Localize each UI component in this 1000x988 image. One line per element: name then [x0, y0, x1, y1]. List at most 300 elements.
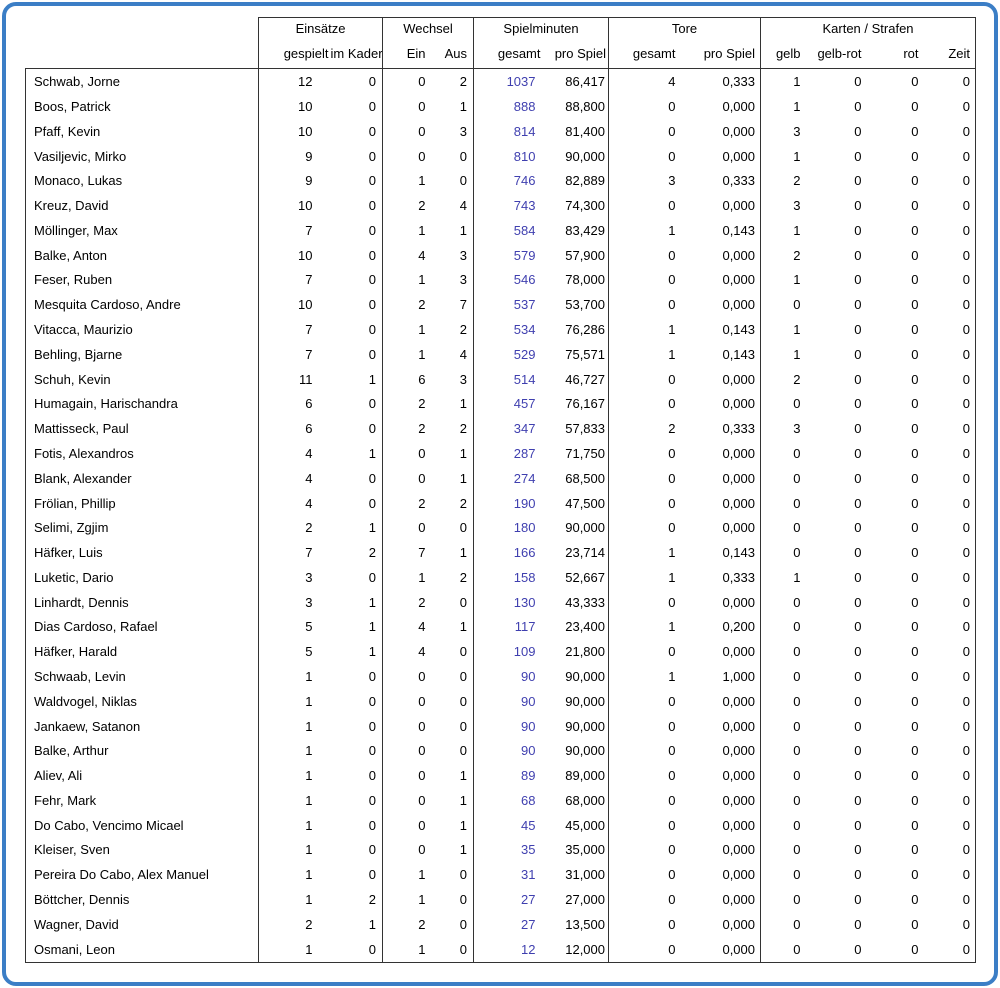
- cell-tore-gesamt: 1: [609, 218, 681, 243]
- cell-tore-gesamt: 1: [609, 342, 681, 367]
- cell-strafen-zeit: 0: [923, 342, 976, 367]
- cell-minuten-gesamt: 287: [474, 441, 544, 466]
- cell-karten-rot: 0: [911, 148, 919, 164]
- table-row: [26, 540, 976, 565]
- cell-wechsel-ein: 0: [383, 144, 431, 169]
- cell-im-kader: 1: [368, 916, 376, 932]
- cell-karten-rot: 0: [911, 743, 919, 759]
- table-row: [26, 639, 976, 664]
- cell-karten-rot: 0: [911, 569, 919, 585]
- cell-tore-gesamt: 0: [609, 515, 681, 540]
- cell-tore-pro-spiel: 0,143: [722, 545, 756, 561]
- cell-karten-gelb-rot: 0: [854, 569, 862, 585]
- cell-karten-gelb: 0: [761, 887, 806, 912]
- cell-karten-rot: 0: [911, 867, 919, 883]
- cell-karten-gelb-rot: 0: [854, 842, 862, 858]
- cell-tore-gesamt: 0: [609, 441, 681, 466]
- cell-tore-pro-spiel: 0,000: [722, 743, 756, 759]
- cell-tore-pro-spiel: 0,000: [722, 817, 756, 833]
- cell-wechsel-aus: 1: [459, 817, 467, 833]
- col-header-rot: rot: [903, 46, 919, 62]
- cell-gespielt: 4: [259, 441, 331, 466]
- cell-minuten-gesamt: 347: [474, 416, 544, 441]
- cell-minuten-pro-spiel: 89,000: [565, 768, 605, 784]
- cell-tore-pro-spiel: 0,000: [722, 297, 756, 313]
- cell-tore-gesamt: 0: [609, 763, 681, 788]
- cell-tore-pro-spiel: 0,000: [681, 937, 761, 963]
- cell-tore-gesamt: 1: [609, 615, 681, 640]
- cell-karten-gelb: 0: [761, 491, 806, 516]
- cell-tore-pro-spiel: 0,000: [722, 272, 756, 288]
- table-row: [26, 441, 976, 466]
- table-row: [26, 738, 976, 763]
- cell-tore-pro-spiel: 0,000: [722, 445, 756, 461]
- table-row: [26, 342, 976, 367]
- cell-im-kader: 0: [368, 718, 376, 734]
- cell-karten-gelb: 1: [761, 342, 806, 367]
- cell-karten-rot: 0: [911, 693, 919, 709]
- cell-wechsel-ein: 0: [383, 664, 431, 689]
- cell-minuten-pro-spiel: 86,417: [544, 69, 609, 95]
- cell-strafen-zeit: 0: [923, 937, 976, 963]
- cell-karten-rot: 0: [911, 495, 919, 511]
- cell-karten-gelb: 0: [761, 292, 806, 317]
- cell-strafen-zeit: 0: [923, 416, 976, 441]
- group-header-spielminuten: Spielminuten: [474, 18, 609, 40]
- table-row: [26, 391, 976, 416]
- cell-gespielt: 7: [259, 218, 331, 243]
- cell-strafen-zeit: 0: [923, 466, 976, 491]
- cell-wechsel-ein: 0: [383, 94, 431, 119]
- cell-minuten-gesamt: 190: [474, 491, 544, 516]
- cell-wechsel-aus: 0: [459, 867, 467, 883]
- cell-minuten-gesamt: 90: [474, 738, 544, 763]
- cell-tore-gesamt: 0: [609, 292, 681, 317]
- cell-player-name: Vasiljevic, Mirko: [26, 144, 259, 169]
- cell-wechsel-aus: 3: [459, 371, 467, 387]
- cell-strafen-zeit: 0: [923, 862, 976, 887]
- cell-gespielt: 1: [259, 664, 331, 689]
- cell-karten-gelb: 0: [761, 763, 806, 788]
- cell-minuten-pro-spiel: 23,400: [565, 619, 605, 635]
- player-stats-body: [26, 69, 976, 963]
- cell-minuten-pro-spiel: 53,700: [565, 297, 605, 313]
- cell-karten-rot: 0: [911, 198, 919, 214]
- cell-im-kader: 0: [368, 346, 376, 362]
- cell-karten-gelb: 0: [761, 738, 806, 763]
- cell-tore-gesamt: 4: [609, 69, 681, 95]
- cell-im-kader: 0: [368, 222, 376, 238]
- cell-tore-gesamt: 1: [609, 317, 681, 342]
- cell-karten-rot: 0: [911, 594, 919, 610]
- cell-karten-rot: 0: [911, 247, 919, 263]
- cell-karten-gelb-rot: 0: [854, 817, 862, 833]
- cell-im-kader: 0: [368, 470, 376, 486]
- cell-gespielt: 10: [259, 193, 331, 218]
- col-header-ein: Ein: [383, 40, 431, 69]
- cell-im-kader: 0: [368, 297, 376, 313]
- cell-gespielt: 3: [259, 565, 331, 590]
- column-header-row: [26, 40, 976, 69]
- cell-tore-pro-spiel: 0,000: [722, 396, 756, 412]
- table-row: [26, 515, 976, 540]
- cell-wechsel-ein: 0: [383, 69, 431, 95]
- cell-wechsel-aus: 7: [459, 297, 467, 313]
- cell-karten-gelb: 0: [761, 788, 806, 813]
- cell-tore-gesamt: 0: [609, 119, 681, 144]
- cell-wechsel-aus: 1: [459, 470, 467, 486]
- cell-im-kader: 0: [368, 693, 376, 709]
- cell-karten-gelb-rot: 0: [854, 520, 862, 536]
- table-row: [26, 466, 976, 491]
- cell-minuten-pro-spiel: 31,000: [565, 867, 605, 883]
- table-row: [26, 268, 976, 293]
- table-row: [26, 367, 976, 392]
- cell-strafen-zeit: 0: [923, 317, 976, 342]
- cell-minuten-pro-spiel: 35,000: [565, 842, 605, 858]
- cell-tore-pro-spiel: 0,000: [722, 718, 756, 734]
- cell-karten-gelb-rot: 0: [806, 937, 866, 963]
- cell-strafen-zeit: 0: [923, 565, 976, 590]
- cell-minuten-gesamt: 109: [474, 639, 544, 664]
- cell-tore-gesamt: 0: [609, 391, 681, 416]
- cell-tore-gesamt: 0: [609, 887, 681, 912]
- cell-minuten-pro-spiel: 57,900: [565, 247, 605, 263]
- cell-tore-pro-spiel: 0,000: [722, 892, 756, 907]
- cell-wechsel-aus: 0: [459, 892, 467, 907]
- cell-tore-pro-spiel: 0,000: [722, 768, 756, 784]
- cell-im-kader: 0: [368, 396, 376, 412]
- cell-tore-pro-spiel: 0,000: [722, 247, 756, 263]
- cell-wechsel-ein: 2: [383, 391, 431, 416]
- cell-karten-gelb: 2: [761, 367, 806, 392]
- cell-karten-rot: 0: [911, 644, 919, 660]
- cell-minuten-pro-spiel: 90,000: [565, 718, 605, 734]
- cell-karten-gelb: 0: [761, 515, 806, 540]
- table-row: [26, 887, 976, 912]
- cell-im-kader: 0: [368, 421, 376, 437]
- cell-karten-gelb-rot: 0: [854, 198, 862, 214]
- cell-minuten-gesamt: 888: [474, 94, 544, 119]
- cell-minuten-pro-spiel: 12,000: [544, 937, 609, 963]
- cell-strafen-zeit: 0: [923, 738, 976, 763]
- cell-karten-rot: 0: [911, 817, 919, 833]
- cell-wechsel-aus: 1: [459, 768, 467, 784]
- cell-karten-gelb: 1: [761, 218, 806, 243]
- cell-karten-rot: 0: [911, 892, 919, 907]
- cell-wechsel-ein: 4: [383, 639, 431, 664]
- cell-im-kader: 2: [368, 892, 376, 907]
- col-header-minuten-gesamt: gesamt: [474, 40, 544, 69]
- cell-karten-gelb: 3: [761, 416, 806, 441]
- cell-gespielt: 9: [259, 168, 331, 193]
- cell-minuten-gesamt: 579: [474, 243, 544, 268]
- table-row: [26, 144, 976, 169]
- cell-karten-rot: 0: [911, 99, 919, 114]
- cell-minuten-gesamt: 274: [474, 466, 544, 491]
- cell-wechsel-aus: 0: [459, 718, 467, 734]
- cell-gespielt: 9: [259, 144, 331, 169]
- cell-minuten-gesamt: 12: [474, 937, 544, 963]
- cell-minuten-pro-spiel: 43,333: [565, 594, 605, 610]
- cell-tore-gesamt: 0: [609, 367, 681, 392]
- col-header-aus: Aus: [444, 46, 467, 62]
- cell-minuten-pro-spiel: 76,167: [565, 396, 605, 412]
- cell-im-kader: 0: [368, 247, 376, 263]
- cell-im-kader: 0: [368, 768, 376, 784]
- cell-player-name: Schuh, Kevin: [26, 367, 259, 392]
- cell-karten-gelb-rot: 0: [854, 297, 862, 313]
- col-header-gelb-rot: gelb-rot: [817, 46, 862, 62]
- cell-wechsel-aus: 0: [459, 594, 467, 610]
- cell-wechsel-aus: 0: [459, 693, 467, 709]
- cell-karten-gelb-rot: 0: [854, 99, 862, 114]
- cell-im-kader: 0: [368, 123, 376, 139]
- cell-tore-pro-spiel: 0,143: [722, 346, 756, 362]
- cell-tore-gesamt: 1: [609, 540, 681, 565]
- cell-wechsel-aus: 2: [459, 495, 467, 511]
- cell-strafen-zeit: 0: [923, 639, 976, 664]
- group-header-karten-strafen: Karten / Strafen: [761, 18, 976, 40]
- cell-wechsel-ein: 6: [383, 367, 431, 392]
- cell-minuten-pro-spiel: 90,000: [565, 743, 605, 759]
- cell-tore-gesamt: 0: [609, 590, 681, 615]
- cell-karten-gelb-rot: 0: [854, 396, 862, 412]
- cell-karten-gelb-rot: 0: [854, 123, 862, 139]
- cell-wechsel-aus: 3: [459, 272, 467, 288]
- cell-tore-pro-spiel: 1,000: [722, 668, 756, 684]
- cell-player-name: Häfker, Harald: [26, 639, 259, 664]
- cell-karten-gelb-rot: 0: [854, 792, 862, 808]
- cell-minuten-pro-spiel: 90,000: [565, 520, 605, 536]
- cell-minuten-pro-spiel: 21,800: [565, 644, 605, 660]
- cell-karten-gelb-rot: 0: [854, 272, 862, 288]
- table-row: [26, 838, 976, 863]
- cell-karten-gelb: 0: [761, 664, 806, 689]
- cell-wechsel-ein: 2: [383, 292, 431, 317]
- cell-im-kader: 1: [368, 644, 376, 660]
- cell-minuten-pro-spiel: 57,833: [565, 421, 605, 437]
- cell-karten-rot: 0: [911, 322, 919, 338]
- cell-minuten-gesamt: 117: [474, 615, 544, 640]
- cell-minuten-pro-spiel: 68,000: [565, 792, 605, 808]
- cell-gespielt: 1: [259, 788, 331, 813]
- cell-strafen-zeit: 0: [923, 193, 976, 218]
- cell-player-name: Kleiser, Sven: [26, 838, 259, 863]
- col-header-tore-pro-spiel: pro Spiel: [703, 46, 756, 62]
- cell-minuten-gesamt: 457: [474, 391, 544, 416]
- cell-wechsel-aus: 1: [459, 445, 467, 461]
- cell-minuten-gesamt: 68: [474, 788, 544, 813]
- cell-player-name: Kreuz, David: [26, 193, 259, 218]
- cell-gespielt: 10: [259, 292, 331, 317]
- cell-karten-gelb: 3: [761, 193, 806, 218]
- cell-wechsel-aus: 3: [459, 123, 467, 139]
- cell-gespielt: 3: [259, 590, 331, 615]
- group-header-tore: Tore: [609, 18, 761, 40]
- cell-gespielt: 1: [259, 738, 331, 763]
- cell-minuten-gesamt: 537: [474, 292, 544, 317]
- cell-im-kader: 0: [368, 817, 376, 833]
- cell-strafen-zeit: 0: [923, 788, 976, 813]
- cell-minuten-pro-spiel: 71,750: [565, 445, 605, 461]
- cell-player-name: Selimi, Zgjim: [26, 515, 259, 540]
- cell-karten-rot: 0: [911, 173, 919, 189]
- cell-karten-gelb-rot: 0: [854, 867, 862, 883]
- col-header-zeit: Zeit: [923, 40, 976, 69]
- cell-tore-pro-spiel: 0,000: [722, 916, 756, 932]
- cell-strafen-zeit: 0: [923, 144, 976, 169]
- cell-karten-gelb: 0: [761, 615, 806, 640]
- cell-player-name: Schwaab, Levin: [26, 664, 259, 689]
- cell-tore-gesamt: 0: [609, 689, 681, 714]
- cell-karten-rot: 0: [911, 346, 919, 362]
- cell-minuten-gesamt: 743: [474, 193, 544, 218]
- cell-player-name: Balke, Anton: [26, 243, 259, 268]
- cell-im-kader: 2: [368, 545, 376, 561]
- cell-strafen-zeit: 0: [923, 441, 976, 466]
- cell-strafen-zeit: 0: [923, 540, 976, 565]
- cell-minuten-pro-spiel: 88,800: [565, 99, 605, 114]
- cell-minuten-pro-spiel: 45,000: [565, 817, 605, 833]
- cell-karten-gelb: 0: [761, 590, 806, 615]
- cell-wechsel-aus: 2: [459, 421, 467, 437]
- table-row: [26, 565, 976, 590]
- cell-player-name: Linhardt, Dennis: [26, 590, 259, 615]
- cell-wechsel-ein: 1: [383, 937, 431, 963]
- cell-strafen-zeit: 0: [923, 590, 976, 615]
- table-row: [26, 416, 976, 441]
- cell-wechsel-aus: 0: [431, 937, 474, 963]
- cell-wechsel-ein: 0: [383, 714, 431, 739]
- cell-karten-gelb-rot: 0: [854, 743, 862, 759]
- cell-gespielt: 4: [259, 491, 331, 516]
- cell-karten-rot: 0: [911, 396, 919, 412]
- cell-im-kader: 0: [368, 198, 376, 214]
- cell-im-kader: 0: [368, 792, 376, 808]
- cell-player-name: Wagner, David: [26, 912, 259, 937]
- cell-karten-gelb-rot: 0: [854, 892, 862, 907]
- cell-wechsel-ein: 0: [383, 466, 431, 491]
- cell-karten-rot: 0: [911, 222, 919, 238]
- cell-player-name: Balke, Arthur: [26, 738, 259, 763]
- cell-tore-pro-spiel: 0,333: [681, 69, 761, 95]
- col-header-minuten-pro-spiel: pro Spiel: [554, 46, 606, 62]
- cell-gespielt: 4: [259, 466, 331, 491]
- cell-strafen-zeit: 0: [923, 838, 976, 863]
- cell-player-name: Waldvogel, Niklas: [26, 689, 259, 714]
- cell-wechsel-ein: 1: [383, 565, 431, 590]
- cell-karten-gelb: 0: [761, 689, 806, 714]
- cell-karten-gelb-rot: 0: [854, 421, 862, 437]
- cell-gespielt: 10: [259, 243, 331, 268]
- cell-wechsel-aus: 1: [459, 545, 467, 561]
- cell-tore-pro-spiel: 0,000: [722, 470, 756, 486]
- cell-player-name: Luketic, Dario: [26, 565, 259, 590]
- cell-strafen-zeit: 0: [923, 763, 976, 788]
- cell-minuten-gesamt: 584: [474, 218, 544, 243]
- cell-karten-gelb: 0: [761, 441, 806, 466]
- cell-tore-gesamt: 0: [609, 466, 681, 491]
- cell-minuten-pro-spiel: 75,571: [565, 346, 605, 362]
- cell-karten-rot: 0: [911, 371, 919, 387]
- cell-karten-gelb-rot: 0: [854, 247, 862, 263]
- cell-gespielt: 1: [259, 763, 331, 788]
- table-row: [26, 714, 976, 739]
- cell-tore-gesamt: 0: [609, 738, 681, 763]
- cell-minuten-pro-spiel: 78,000: [565, 272, 605, 288]
- cell-wechsel-aus: 1: [459, 792, 467, 808]
- table-row: [26, 243, 976, 268]
- cell-karten-gelb: 1: [761, 69, 806, 95]
- cell-wechsel-ein: 1: [383, 862, 431, 887]
- cell-karten-rot: 0: [911, 445, 919, 461]
- cell-strafen-zeit: 0: [923, 912, 976, 937]
- col-header-tore-gesamt: gesamt: [609, 40, 681, 69]
- col-header-im-kader: im Kader: [330, 46, 383, 62]
- cell-tore-pro-spiel: 0,333: [722, 569, 756, 585]
- cell-karten-gelb-rot: 0: [854, 644, 862, 660]
- cell-strafen-zeit: 0: [923, 515, 976, 540]
- cell-karten-rot: 0: [911, 668, 919, 684]
- cell-minuten-pro-spiel: 90,000: [565, 148, 605, 164]
- cell-wechsel-ein: 2: [383, 416, 431, 441]
- table-row: [26, 813, 976, 838]
- cell-player-name: Behling, Bjarne: [26, 342, 259, 367]
- cell-wechsel-ein: 0: [383, 738, 431, 763]
- table-row: [26, 937, 976, 963]
- cell-wechsel-aus: 2: [431, 69, 474, 95]
- cell-im-kader: 0: [331, 69, 383, 95]
- cell-tore-gesamt: 0: [609, 491, 681, 516]
- cell-wechsel-ein: 4: [383, 243, 431, 268]
- cell-minuten-gesamt: 90: [474, 664, 544, 689]
- cell-minuten-gesamt: 180: [474, 515, 544, 540]
- cell-minuten-gesamt: 814: [474, 119, 544, 144]
- table-row: [26, 788, 976, 813]
- cell-player-name: Vitacca, Maurizio: [26, 317, 259, 342]
- cell-minuten-gesamt: 89: [474, 763, 544, 788]
- group-header-wechsel: Wechsel: [383, 18, 474, 40]
- group-header-einsaetze: Einsätze: [259, 18, 383, 40]
- cell-minuten-gesamt: 31: [474, 862, 544, 887]
- cell-gespielt: 6: [259, 416, 331, 441]
- cell-strafen-zeit: 0: [923, 615, 976, 640]
- table-row: [26, 119, 976, 144]
- cell-karten-gelb: 0: [761, 540, 806, 565]
- table-row: [26, 912, 976, 937]
- cell-im-kader: 0: [368, 322, 376, 338]
- cell-player-name: Fehr, Mark: [26, 788, 259, 813]
- cell-wechsel-aus: 2: [459, 322, 467, 338]
- cell-karten-rot: 0: [911, 768, 919, 784]
- cell-gespielt: 11: [259, 367, 331, 392]
- cell-wechsel-aus: 0: [459, 644, 467, 660]
- cell-karten-gelb: 2: [761, 168, 806, 193]
- cell-karten-gelb-rot: 0: [854, 916, 862, 932]
- cell-wechsel-aus: 1: [459, 222, 467, 238]
- cell-tore-gesamt: 0: [609, 144, 681, 169]
- table-row: [26, 218, 976, 243]
- cell-karten-gelb-rot: 0: [854, 371, 862, 387]
- cell-strafen-zeit: 0: [923, 813, 976, 838]
- cell-player-name: Pfaff, Kevin: [26, 119, 259, 144]
- cell-karten-gelb-rot: 0: [854, 693, 862, 709]
- cell-im-kader: 1: [368, 445, 376, 461]
- cell-im-kader: 0: [368, 173, 376, 189]
- name-column-corner: [26, 18, 259, 40]
- cell-player-name: Dias Cardoso, Rafael: [26, 615, 259, 640]
